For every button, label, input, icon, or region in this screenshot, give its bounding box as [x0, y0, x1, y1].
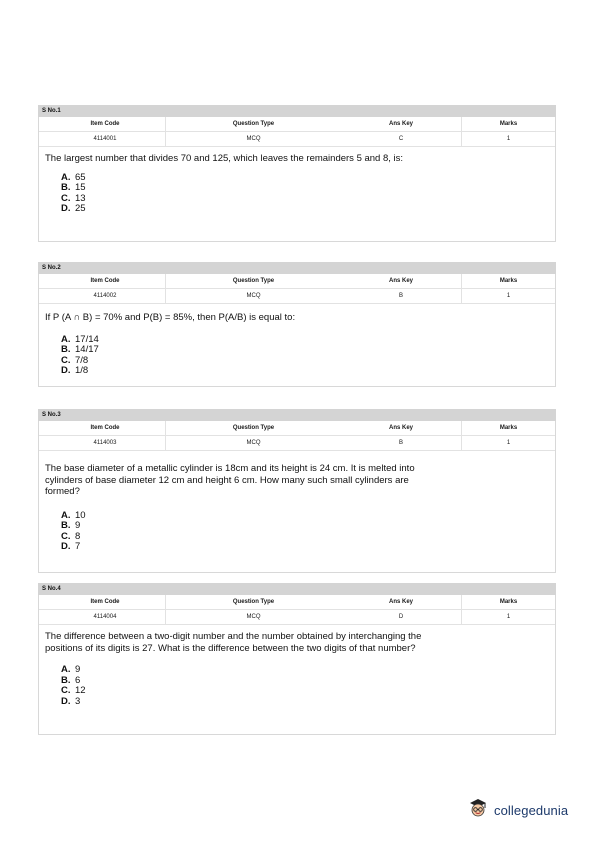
option-d: D. 1/8: [61, 365, 89, 376]
question-body: [38, 117, 556, 242]
option-c: C. 8: [61, 530, 81, 542]
question-type-header: Question Type: [166, 274, 342, 289]
item-code-value: 4114001: [45, 132, 166, 147]
option-c: C. 13: [61, 192, 86, 204]
question-type-value: MCQ: [166, 132, 342, 147]
marks-header: Marks: [462, 421, 556, 436]
option-d: D. 7: [61, 541, 81, 552]
question-type-value: MCQ: [166, 436, 342, 451]
marks-value: 1: [462, 132, 556, 147]
option-b: B. 15: [61, 182, 86, 193]
collegedunia-logo: [467, 797, 568, 824]
option-b: B. 6: [61, 674, 81, 686]
options-list: [61, 173, 555, 221]
item-code-header: Item Code: [45, 595, 166, 610]
item-code-value: 4114002: [45, 289, 166, 304]
question-block-3: [38, 409, 556, 573]
option-a: A. 65: [61, 171, 86, 183]
serial-number-bar: S No.1: [38, 105, 556, 117]
options-list: [61, 335, 555, 383]
question-stem: The base diameter of a metallic cylinder is 18cm and its height is 24 cm. It is melted into cylinders of base diameter 12 cm and height 6 cm. How many such small cylinders are formed?: [45, 463, 415, 497]
question-type-header: Question Type: [166, 421, 342, 436]
question-stem: If P (A ∩ B) = 70% and P(B) = 85%, then P(A/B) is equal to:: [45, 312, 296, 323]
serial-number-bar: S No.3: [38, 409, 556, 421]
option-d: D. 3: [61, 695, 81, 707]
question-stem: The largest number that divides 70 and 125, which leaves the remainders 5 and 8, is:: [45, 153, 404, 164]
marks-header: Marks: [462, 595, 556, 610]
item-code-header: Item Code: [45, 421, 166, 436]
ans-key-header: Ans Key: [341, 595, 462, 610]
question-meta-table: [39, 117, 555, 147]
option-d: D. 25: [61, 203, 86, 214]
serial-number-bar: S No.2: [38, 262, 556, 274]
option-c: C. 12: [61, 685, 86, 696]
ans-key-value: D: [341, 610, 462, 625]
question-type-value: MCQ: [166, 289, 342, 304]
options-list: [61, 511, 555, 559]
logo-text: collegedunia: [494, 803, 569, 818]
item-code-value: 4114004: [45, 610, 166, 625]
marks-value: 1: [462, 436, 556, 451]
option-b: B. 14/17: [61, 344, 99, 355]
marks-header: Marks: [462, 117, 556, 132]
item-code-header: Item Code: [45, 274, 166, 289]
option-b: B. 9: [61, 520, 81, 531]
ans-key-value: B: [341, 436, 462, 451]
marks-value: 1: [462, 610, 556, 625]
question-body: [38, 274, 556, 387]
question-meta-table: [39, 421, 555, 451]
options-list: [61, 665, 555, 713]
ans-key-header: Ans Key: [341, 421, 462, 436]
option-a: A. 10: [61, 509, 86, 521]
marks-header: Marks: [462, 274, 556, 289]
marks-value: 1: [462, 289, 556, 304]
question-block-4: [38, 583, 556, 735]
option-a: A. 9: [61, 664, 81, 675]
ans-key-value: B: [341, 289, 462, 304]
question-type-header: Question Type: [166, 595, 342, 610]
question-meta-table: [39, 595, 555, 625]
question-meta-table: [39, 274, 555, 304]
item-code-header: Item Code: [45, 117, 166, 132]
ans-key-header: Ans Key: [341, 274, 462, 289]
ans-key-value: C: [341, 132, 462, 147]
option-a: A. 17/14: [61, 333, 99, 345]
option-c: C. 7/8: [61, 354, 89, 366]
ans-key-header: Ans Key: [341, 117, 462, 132]
item-code-value: 4114003: [45, 436, 166, 451]
serial-number-bar: S No.4: [38, 583, 556, 595]
question-body: [38, 421, 556, 573]
question-body: [38, 595, 556, 735]
question-block-1: [38, 105, 556, 242]
question-block-2: [38, 262, 556, 387]
student-mascot-icon: [467, 797, 489, 824]
question-stem: The difference between a two-digit number and the number obtained by interchanging the positions of its digits is 27. What is the difference between the two digits of that number?: [45, 631, 422, 654]
question-type-header: Question Type: [166, 117, 342, 132]
question-type-value: MCQ: [166, 610, 342, 625]
